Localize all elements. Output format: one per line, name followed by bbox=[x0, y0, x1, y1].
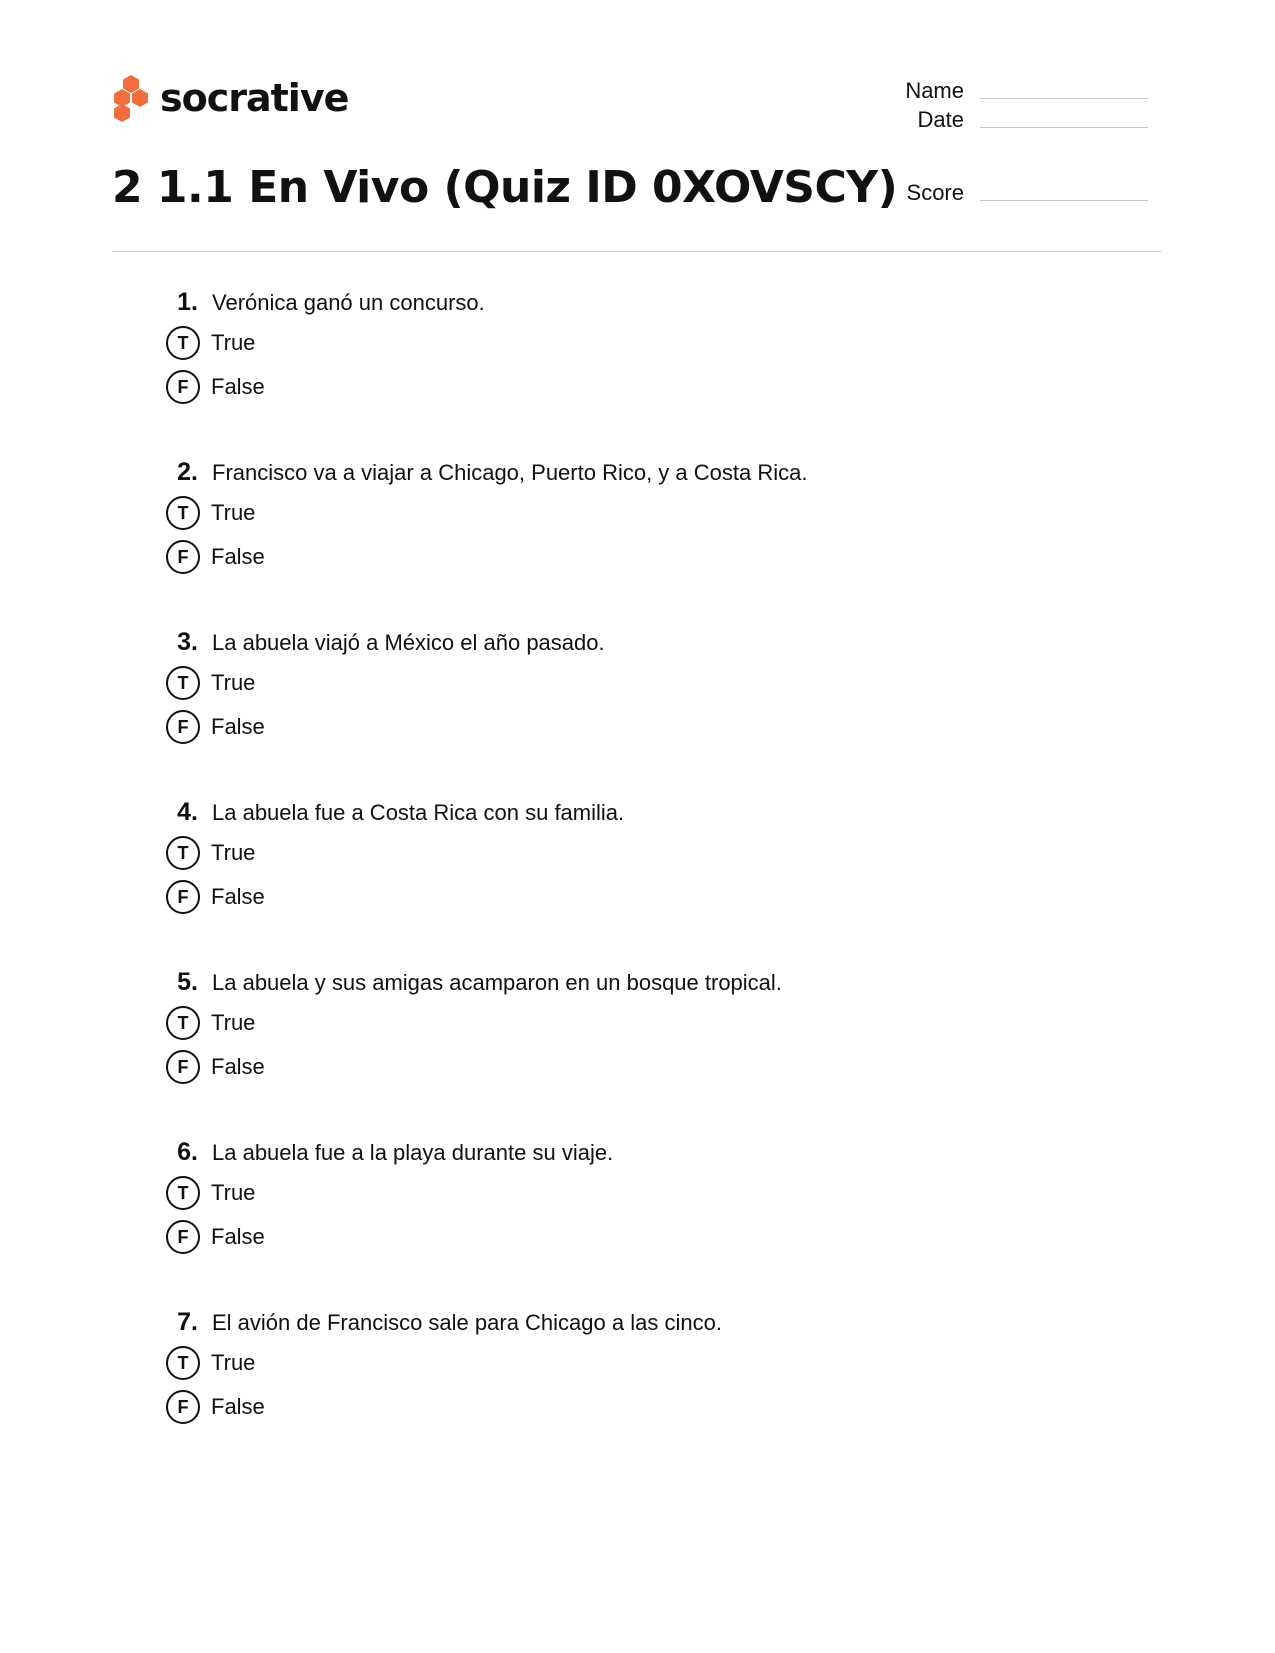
option-false[interactable] bbox=[160, 536, 1160, 578]
answer-bubble[interactable]: T bbox=[166, 666, 200, 700]
answer-bubble[interactable]: T bbox=[166, 496, 200, 530]
option-label: False bbox=[211, 1394, 265, 1419]
option-true[interactable] bbox=[160, 662, 1160, 704]
question-text: La abuela y sus amigas acamparon en un bosque tropical. bbox=[212, 970, 782, 995]
option-label: True bbox=[211, 500, 256, 525]
name-label: Name bbox=[905, 78, 964, 103]
question-text: La abuela viajó a México el año pasado. bbox=[212, 630, 605, 655]
option-true[interactable] bbox=[160, 322, 1160, 364]
option-false[interactable] bbox=[160, 876, 1160, 918]
score-field bbox=[850, 179, 1148, 207]
name-field bbox=[850, 77, 1148, 105]
question-header bbox=[160, 798, 1160, 830]
header-divider bbox=[112, 251, 1162, 252]
question-header bbox=[160, 288, 1160, 320]
answer-bubble[interactable]: F bbox=[166, 1220, 200, 1254]
question-text: Francisco va a viajar a Chicago, Puerto Rico, y a Costa Rica. bbox=[212, 460, 808, 485]
question-item bbox=[160, 798, 1160, 968]
option-label: True bbox=[211, 670, 256, 695]
option-true[interactable] bbox=[160, 492, 1160, 534]
option-label: True bbox=[211, 330, 256, 355]
question-number: 4. bbox=[177, 798, 198, 826]
question-item bbox=[160, 1138, 1160, 1308]
question-header bbox=[160, 1138, 1160, 1170]
question-item bbox=[160, 288, 1160, 458]
question-number: 2. bbox=[177, 458, 198, 486]
question-header bbox=[160, 1308, 1160, 1340]
option-label: False bbox=[211, 374, 265, 399]
option-false[interactable] bbox=[160, 706, 1160, 748]
logo-wordmark: socrative bbox=[160, 76, 349, 120]
option-false[interactable] bbox=[160, 1046, 1160, 1088]
answer-bubble[interactable]: F bbox=[166, 710, 200, 744]
option-false[interactable] bbox=[160, 1386, 1160, 1428]
logo-hex-right bbox=[132, 89, 148, 107]
logo-hex-top bbox=[123, 75, 139, 93]
option-label: True bbox=[211, 840, 256, 865]
name-line[interactable] bbox=[980, 77, 1148, 99]
date-field bbox=[850, 106, 1148, 134]
answer-bubble[interactable]: T bbox=[166, 836, 200, 870]
question-number: 1. bbox=[177, 288, 198, 316]
question-number: 3. bbox=[177, 628, 198, 656]
option-label: False bbox=[211, 544, 265, 569]
option-true[interactable] bbox=[160, 1172, 1160, 1214]
answer-bubble[interactable]: F bbox=[166, 540, 200, 574]
question-text: Verónica ganó un concurso. bbox=[212, 290, 485, 315]
quiz-title: 2 1.1 En Vivo (Quiz ID 0XOVSCY) bbox=[112, 162, 898, 213]
answer-bubble[interactable]: T bbox=[166, 326, 200, 360]
answer-bubble[interactable]: F bbox=[166, 1390, 200, 1424]
question-item bbox=[160, 458, 1160, 628]
answer-bubble[interactable]: T bbox=[166, 1176, 200, 1210]
date-line[interactable] bbox=[980, 106, 1148, 128]
option-false[interactable] bbox=[160, 1216, 1160, 1258]
question-item bbox=[160, 628, 1160, 798]
answer-bubble[interactable]: T bbox=[166, 1346, 200, 1380]
question-number: 6. bbox=[177, 1138, 198, 1166]
score-label: Score bbox=[906, 180, 964, 205]
question-text: La abuela fue a Costa Rica con su familia. bbox=[212, 800, 625, 825]
option-false[interactable] bbox=[160, 366, 1160, 408]
option-true[interactable] bbox=[160, 832, 1160, 874]
option-true[interactable] bbox=[160, 1342, 1160, 1384]
answer-bubble[interactable]: F bbox=[166, 370, 200, 404]
question-header bbox=[160, 458, 1160, 490]
question-header bbox=[160, 628, 1160, 660]
question-list bbox=[160, 288, 1160, 1478]
question-header bbox=[160, 968, 1160, 1000]
socrative-hexagon-icon bbox=[112, 73, 150, 123]
option-label: True bbox=[211, 1010, 256, 1035]
date-label: Date bbox=[917, 107, 964, 132]
logo-hex-bottom bbox=[114, 104, 130, 122]
question-number: 7. bbox=[177, 1308, 198, 1336]
option-label: False bbox=[211, 714, 265, 739]
answer-bubble[interactable]: T bbox=[166, 1006, 200, 1040]
question-text: El avión de Francisco sale para Chicago a las cinco. bbox=[212, 1310, 722, 1335]
answer-bubble[interactable]: F bbox=[166, 880, 200, 914]
option-label: False bbox=[211, 884, 265, 909]
answer-bubble[interactable]: F bbox=[166, 1050, 200, 1084]
socrative-logo bbox=[112, 72, 348, 124]
option-label: True bbox=[211, 1350, 256, 1375]
question-item bbox=[160, 968, 1160, 1138]
question-item bbox=[160, 1308, 1160, 1478]
option-true[interactable] bbox=[160, 1002, 1160, 1044]
option-label: True bbox=[211, 1180, 256, 1205]
option-label: False bbox=[211, 1054, 265, 1079]
question-text: La abuela fue a la playa durante su viaje. bbox=[212, 1140, 614, 1165]
score-line[interactable] bbox=[980, 179, 1148, 201]
question-number: 5. bbox=[177, 968, 198, 996]
option-label: False bbox=[211, 1224, 265, 1249]
